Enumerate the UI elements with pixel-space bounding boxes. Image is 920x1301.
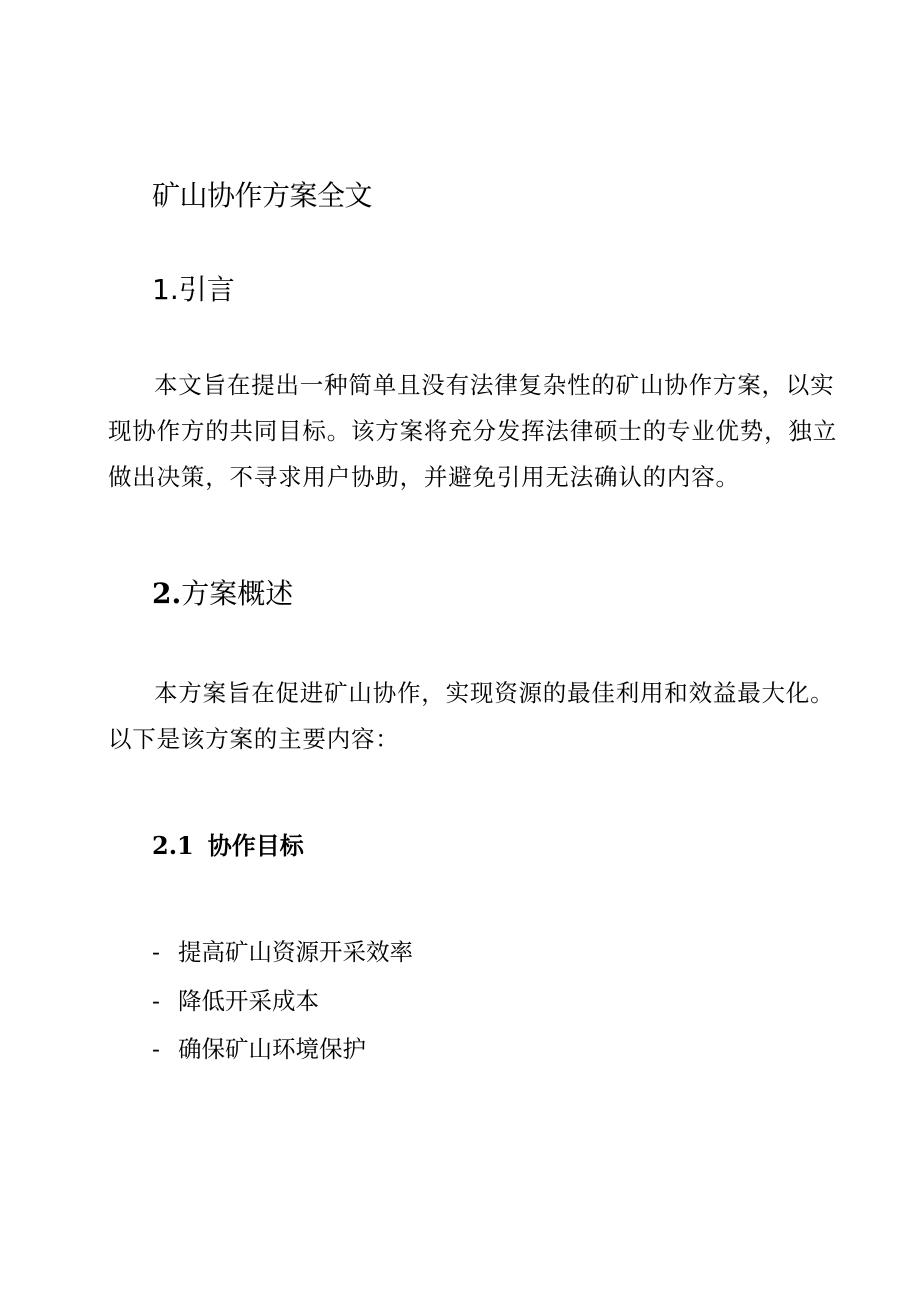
paragraph-line: 做出决策，不寻求用户协助，并避免引用无法确认的内容。 — [108, 463, 740, 491]
section-2-1-title: 协作目标 — [207, 832, 304, 860]
list-item — [152, 928, 413, 977]
list-item-text: 提高矿山资源开采效率 — [178, 938, 413, 966]
section-2-heading — [152, 574, 293, 614]
paragraph-line: 现协作方的共同目标。该方案将充分发挥法律硕士的专业优势，独立 — [108, 417, 837, 445]
list-item — [152, 1025, 413, 1074]
section-2-1-number: 2.1 — [152, 831, 194, 860]
list-item — [152, 977, 413, 1026]
list-item-text: 确保矿山环境保护 — [178, 1035, 366, 1063]
paragraph-line: 本方案旨在促进矿山协作，实现资源的最佳利用和效益最大化。 — [154, 679, 835, 707]
section-2-title: 方案概述 — [181, 577, 294, 610]
section-1-heading: 1.引言 — [152, 273, 235, 306]
section-2-number: 2. — [152, 577, 182, 610]
paragraph-line: 以下是该方案的主要内容： — [108, 725, 400, 753]
document-title: 矿山协作方案全文 — [152, 179, 373, 212]
paragraph-line: 本文旨在提出一种简单且没有法律复杂性的矿山协作方案，以实 — [154, 371, 835, 399]
section-2-1-heading — [152, 828, 304, 864]
bullet-dash: - — [152, 1035, 160, 1063]
section-1-paragraph — [108, 362, 837, 500]
bullet-dash: - — [152, 938, 160, 966]
section-2-paragraph — [108, 670, 835, 762]
goals-list — [152, 928, 413, 1074]
list-item-text: 降低开采成本 — [178, 986, 319, 1015]
bullet-dash: - — [152, 986, 160, 1015]
